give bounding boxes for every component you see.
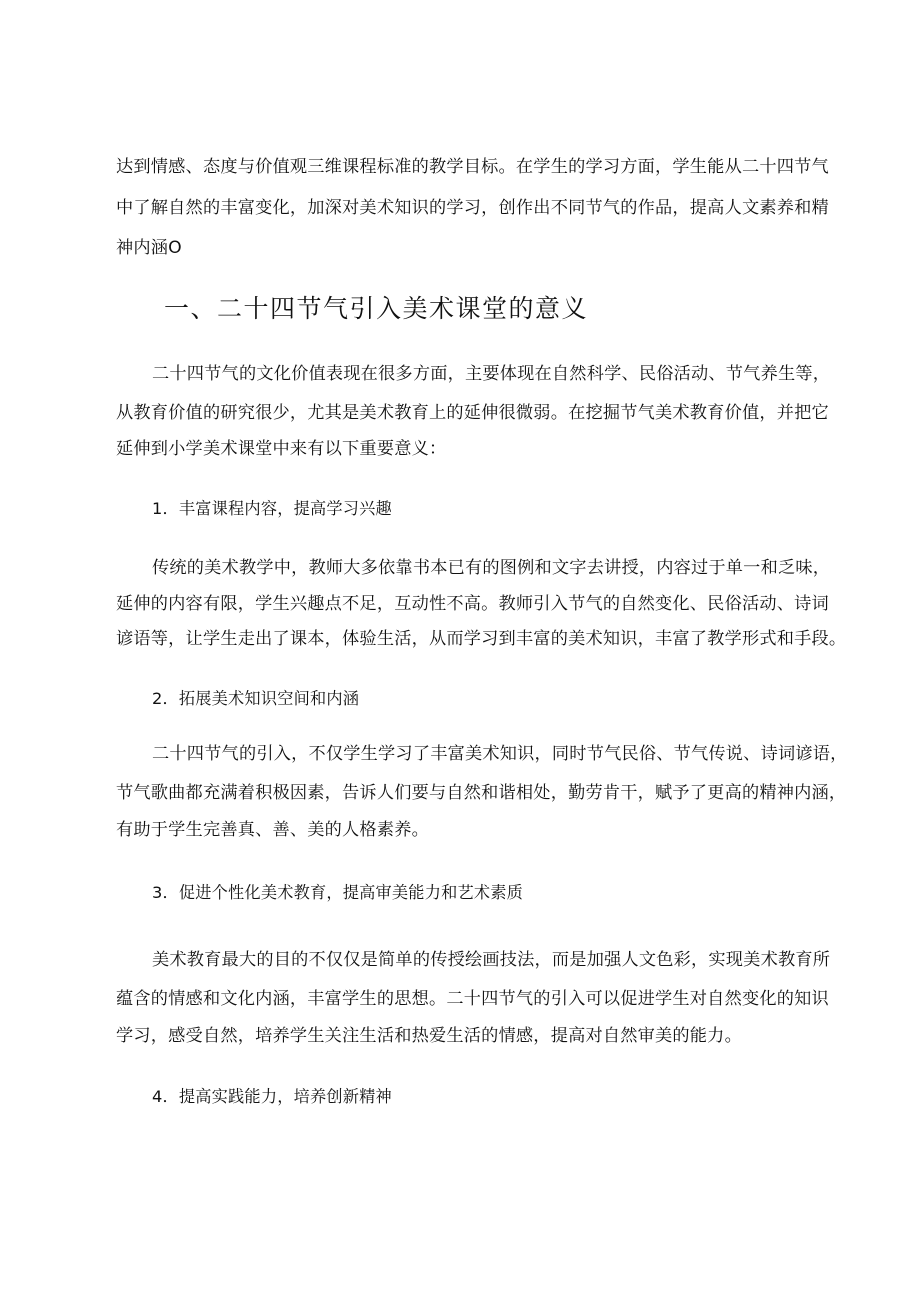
item-1-line-2: 延伸的内容有限，学生兴趣点不足，互动性不高。教师引入节气的自然变化、民俗活动、诗词	[116, 594, 829, 614]
intro-line-2: 中了解自然的丰富变化，加深对美术知识的学习，创作出不同节气的作品，提高人文素养和精	[116, 198, 829, 218]
item-2-line-3: 有助于学生完善真、善、美的人格素养。	[116, 820, 429, 840]
section-intro-line-3: 延伸到小学美术课堂中来有以下重要意义：	[116, 439, 447, 459]
intro-line-1: 达到情感、态度与价值观三维课程标准的教学目标。在学生的学习方面，学生能从二十四节气	[116, 157, 829, 177]
item-4-heading: 4．提高实践能力，培养创新精神	[152, 1087, 392, 1106]
section-intro-line-2: 从教育价值的研究很少，尤其是美术教育上的延伸很微弱。在挖掘节气美术教育价值，并把它	[116, 403, 829, 423]
section-heading: 一、二十四节气引入美术课堂的意义	[164, 294, 589, 323]
section-intro-line-1: 二十四节气的文化价值表现在很多方面，主要体现在自然科学、民俗活动、节气养生等，	[152, 364, 831, 384]
item-3-line-3: 学习，感受自然，培养学生关注生活和热爱生活的情感，提高对自然审美的能力。	[116, 1026, 742, 1046]
item-1-line-3: 谚语等，让学生走出了课本，体验生活，从而学习到丰富的美术知识，丰富了教学形式和手段。	[116, 629, 847, 649]
intro-line-3: 神内涵O	[116, 238, 182, 258]
item-3-line-2: 蕴含的情感和文化内涵，丰富学生的思想。二十四节气的引入可以促进学生对自然变化的知识	[116, 989, 829, 1009]
item-3-line-1: 美术教育最大的目的不仅仅是简单的传授绘画技法，而是加强人文色彩，实现美术教育所	[152, 950, 831, 970]
item-1-heading: 1．丰富课程内容，提高学习兴趣	[152, 499, 392, 518]
item-1-line-1: 传统的美术教学中，教师大多依靠书本已有的图例和文字去讲授，内容过于单一和乏味，	[152, 558, 831, 578]
item-2-heading: 2．拓展美术知识空间和内涵	[152, 689, 360, 708]
item-2-line-2: 节气歌曲都充满着积极因素，告诉人们要与自然和谐相处，勤劳肯干，赋予了更高的精神内涵，	[116, 783, 847, 803]
item-2-line-1: 二十四节气的引入，不仅学生学习了丰富美术知识，同时节气民俗、节气传说、诗词谚语，	[152, 744, 848, 764]
item-3-heading: 3．促进个性化美术教育，提高审美能力和艺术素质	[152, 883, 524, 902]
